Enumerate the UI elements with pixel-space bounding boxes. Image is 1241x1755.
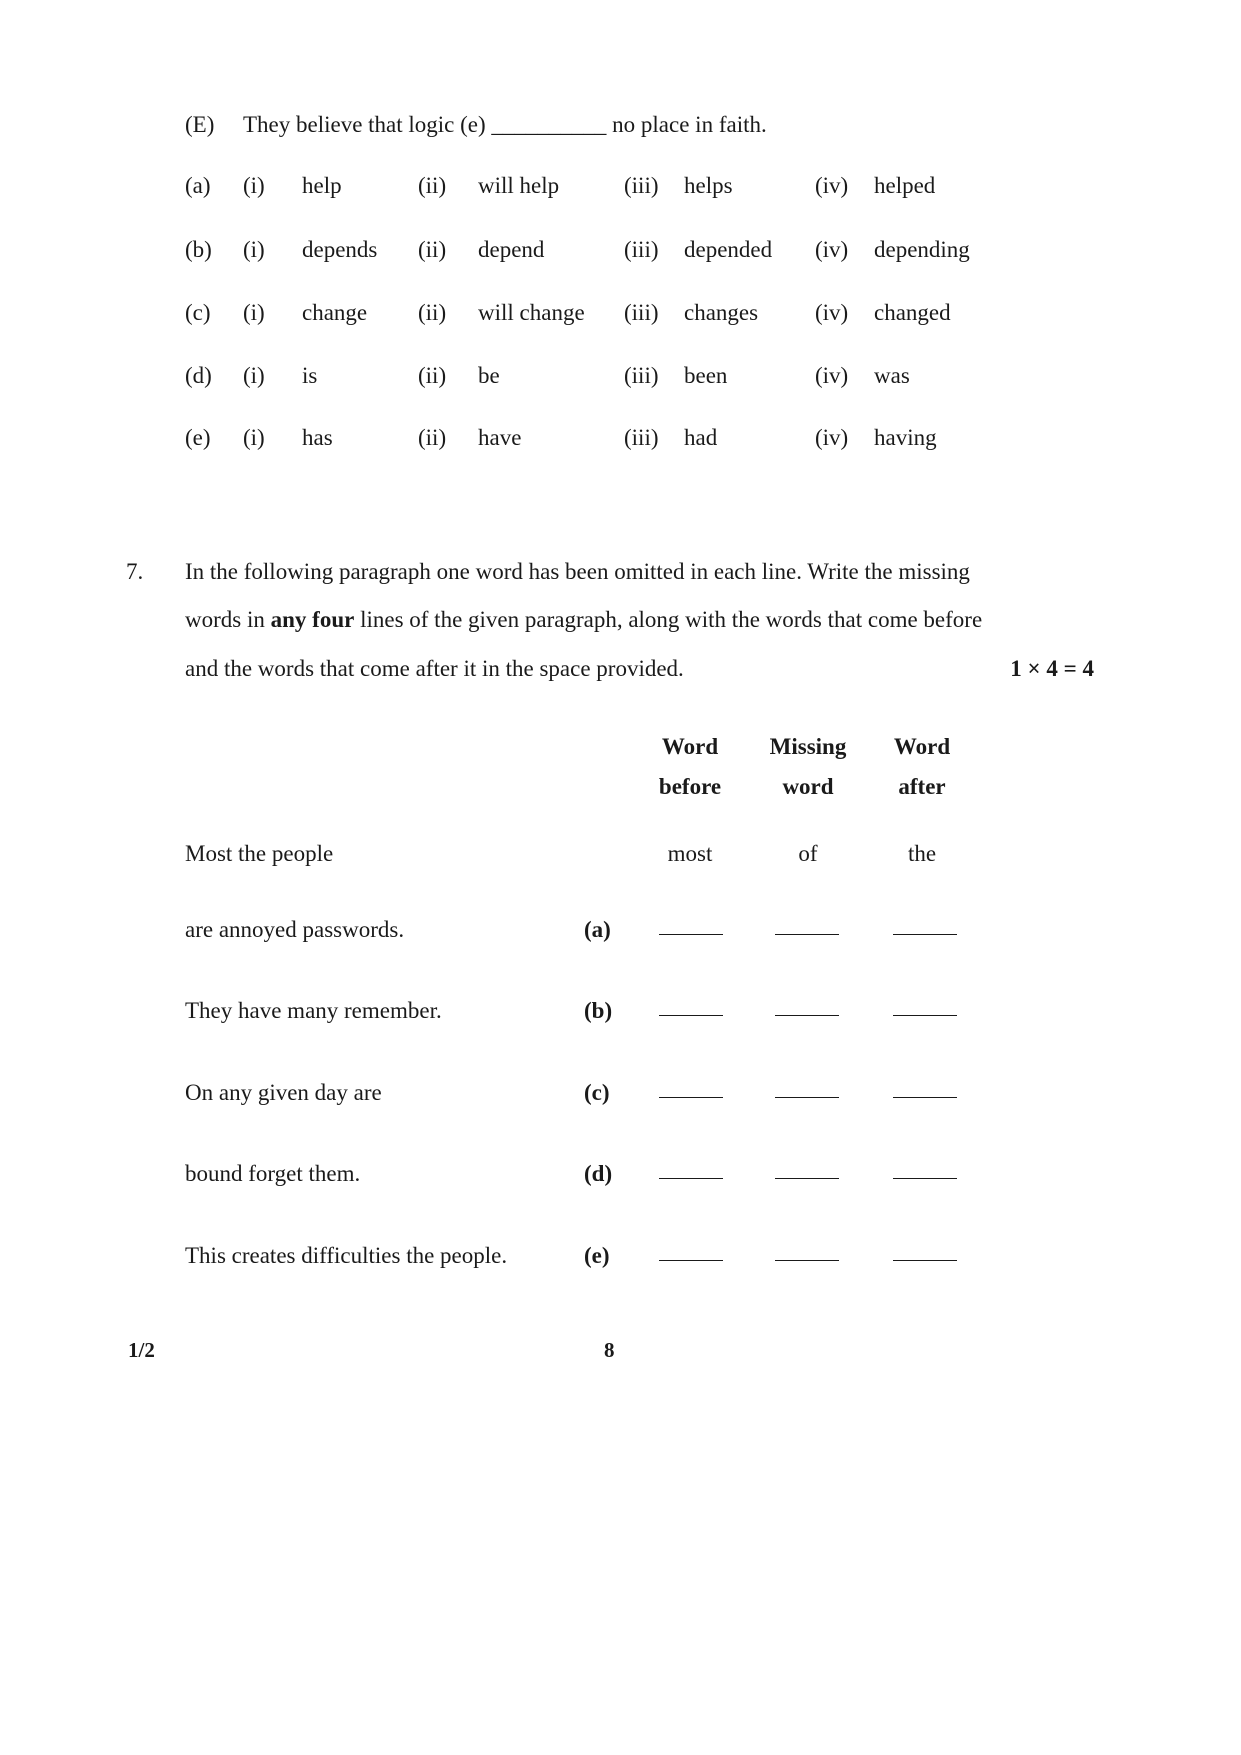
header-missing-word-line-2: word [782,774,834,799]
row-label: (d) [584,1161,613,1186]
example-word-after: the [907,841,937,866]
row-text: This creates difficulties the people. [185,1243,508,1268]
option-word: had [684,425,718,450]
option-number: (ii) [418,173,447,198]
blank-word-after[interactable] [893,1015,957,1016]
header-word-before [640,733,740,801]
option-number: (iv) [815,173,849,198]
option-number: (ii) [418,237,447,262]
row-text: They have many remember. [185,998,442,1023]
header-word-after-line-1: Word [893,734,951,759]
blank-word-after[interactable] [893,934,957,935]
blank-word-after[interactable] [893,1178,957,1179]
option-number: (iii) [624,363,659,388]
blank-missing-word[interactable] [775,1260,839,1261]
option-word: depend [478,237,545,262]
header-word-after-line-2: after [898,774,946,799]
question-e-text: They believe that logic (e) __________ no place in faith. [243,112,767,137]
row-text: On any given day are [185,1080,382,1105]
option-word: will change [478,300,585,325]
question-7-line-3: and the words that come after it in the space provided. [185,656,684,681]
blank-word-before[interactable] [659,1178,723,1179]
option-row-label: (a) [185,173,211,198]
row-label: (b) [584,998,613,1023]
blank-missing-word[interactable] [775,1097,839,1098]
row-label: (e) [584,1243,610,1268]
option-word: is [302,363,318,388]
example-word-before: most [667,841,713,866]
option-number: (iv) [815,300,849,325]
option-word: depended [684,237,773,262]
option-word: helps [684,173,733,198]
option-row-label: (c) [185,300,211,325]
option-number: (i) [243,300,265,325]
option-word: depending [874,237,970,262]
option-word: will help [478,173,560,198]
option-number: (iv) [815,237,849,262]
question-7-number: 7. [126,559,144,584]
header-word-before-line-1: Word [661,734,719,759]
option-word: change [302,300,368,325]
question-e-label: (E) [185,112,215,137]
option-number: (i) [243,237,265,262]
blank-word-before[interactable] [659,934,723,935]
option-number: (iii) [624,173,659,198]
row-label: (a) [584,917,611,942]
option-number: (ii) [418,363,447,388]
question-7-line-1: In the following paragraph one word has been omitted in each line. Write the missing [185,559,970,584]
blank-missing-word[interactable] [775,934,839,935]
option-word: be [478,363,500,388]
question-7-line-2-post: lines of the given paragraph, along with the words that come before [354,607,983,632]
row-text: are annoyed passwords. [185,917,405,942]
option-row-label: (b) [185,237,212,262]
blank-missing-word[interactable] [775,1015,839,1016]
row-text: bound forget them. [185,1161,361,1186]
option-number: (ii) [418,425,447,450]
option-word: help [302,173,342,198]
option-number: (i) [243,425,265,450]
page-number: 8 [604,1338,615,1362]
question-7-marks: 1 × 4 = 4 [1010,656,1094,681]
header-missing-word [748,733,868,801]
blank-word-before[interactable] [659,1097,723,1098]
option-number: (i) [243,363,265,388]
blank-missing-word[interactable] [775,1178,839,1179]
header-word-before-line-2: before [658,774,722,799]
option-number: (iv) [815,425,849,450]
option-word: having [874,425,937,450]
blank-word-before[interactable] [659,1260,723,1261]
option-word: was [874,363,910,388]
header-missing-word-line-1: Missing [769,734,847,759]
option-number: (iv) [815,363,849,388]
row-label: (c) [584,1080,610,1105]
option-word: have [478,425,522,450]
blank-word-after[interactable] [893,1260,957,1261]
option-row-label: (e) [185,425,211,450]
blank-word-before[interactable] [659,1015,723,1016]
option-word: changed [874,300,951,325]
question-7-emphasis: any four [270,607,355,632]
option-number: (iii) [624,300,659,325]
blank-word-after[interactable] [893,1097,957,1098]
option-number: (i) [243,173,265,198]
question-7-line-2 [185,606,982,634]
option-word: changes [684,300,759,325]
header-word-after [872,733,972,801]
example-text: Most the people [185,841,334,866]
option-number: (iii) [624,425,659,450]
example-missing-word: of [798,841,818,866]
footer-code: 1/2 [128,1338,155,1362]
option-number: (ii) [418,300,447,325]
option-word: depends [302,237,378,262]
option-word: has [302,425,333,450]
question-7-line-2-pre: words in [185,607,271,632]
option-word: helped [874,173,936,198]
option-word: been [684,363,728,388]
option-row-label: (d) [185,363,212,388]
option-number: (iii) [624,237,659,262]
